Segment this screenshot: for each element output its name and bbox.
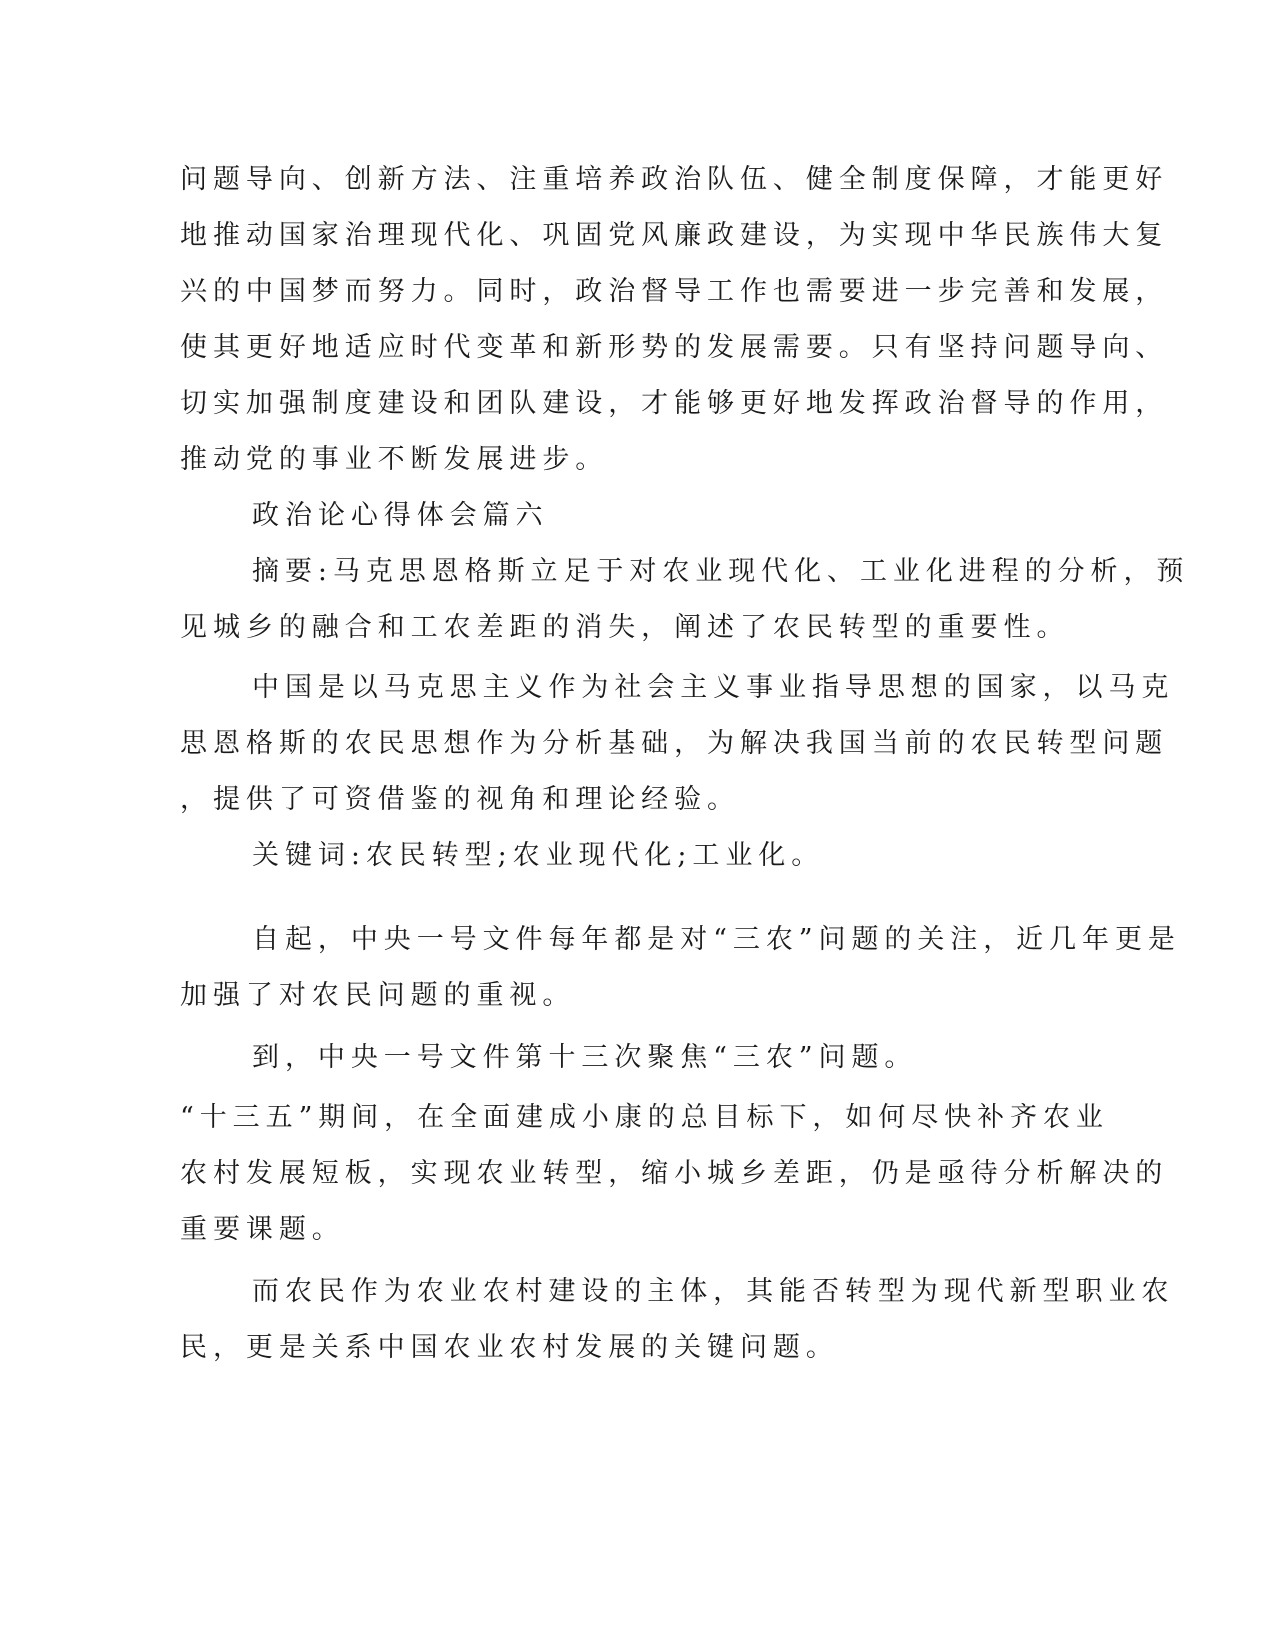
text-line: 民，更是关系中国农业农村发展的关键问题。 — [180, 1332, 839, 1363]
text-line: 思恩格斯的农民思想作为分析基础，为解决我国当前的农民转型问题 — [180, 728, 1169, 759]
text-line: 中国是以马克思主义作为社会主义事业指导思想的国家，以马克 — [252, 672, 1175, 703]
text-line: 而农民作为农业农村建设的主体，其能否转型为现代新型职业农 — [252, 1276, 1175, 1307]
text-line: 推动党的事业不断发展进步。 — [180, 444, 609, 475]
text-line: 到，中央一号文件第十三次聚焦“三农”问题。 — [252, 1042, 918, 1073]
text-line: 重要课题。 — [180, 1214, 345, 1245]
text-line: 自起，中央一号文件每年都是对“三农”问题的关注，近几年更是 — [252, 924, 1181, 955]
text-line: 见城乡的融合和工农差距的消失，阐述了农民转型的重要性。 — [180, 612, 1070, 643]
text-line: 农村发展短板，实现农业转型，缩小城乡差距，仍是亟待分析解决的 — [180, 1158, 1169, 1189]
text-line: 关键词:农民转型;农业现代化;工业化。 — [252, 840, 825, 871]
text-line: 问题导向、创新方法、注重培养政治队伍、健全制度保障，才能更好 — [180, 164, 1169, 195]
text-line: 切实加强制度建设和团队建设，才能够更好地发挥政治督导的作用， — [180, 388, 1169, 419]
text-line: 使其更好地适应时代变革和新形势的发展需要。只有坚持问题导向、 — [180, 332, 1169, 363]
text-line: 加强了对农民问题的重视。 — [180, 980, 576, 1011]
text-line: 地推动国家治理现代化、巩固党风廉政建设，为实现中华民族伟大复 — [180, 220, 1169, 251]
section-heading: 政治论心得体会篇六 — [252, 500, 549, 531]
text-line: “十三五”期间，在全面建成小康的总目标下，如何尽快补齐农业 — [180, 1102, 1109, 1133]
text-line: 摘要:马克思恩格斯立足于对农业现代化、工业化进程的分析，预 — [252, 556, 1190, 587]
text-line: 兴的中国梦而努力。同时，政治督导工作也需要进一步完善和发展， — [180, 276, 1169, 307]
text-line: ，提供了可资借鉴的视角和理论经验。 — [180, 784, 740, 815]
